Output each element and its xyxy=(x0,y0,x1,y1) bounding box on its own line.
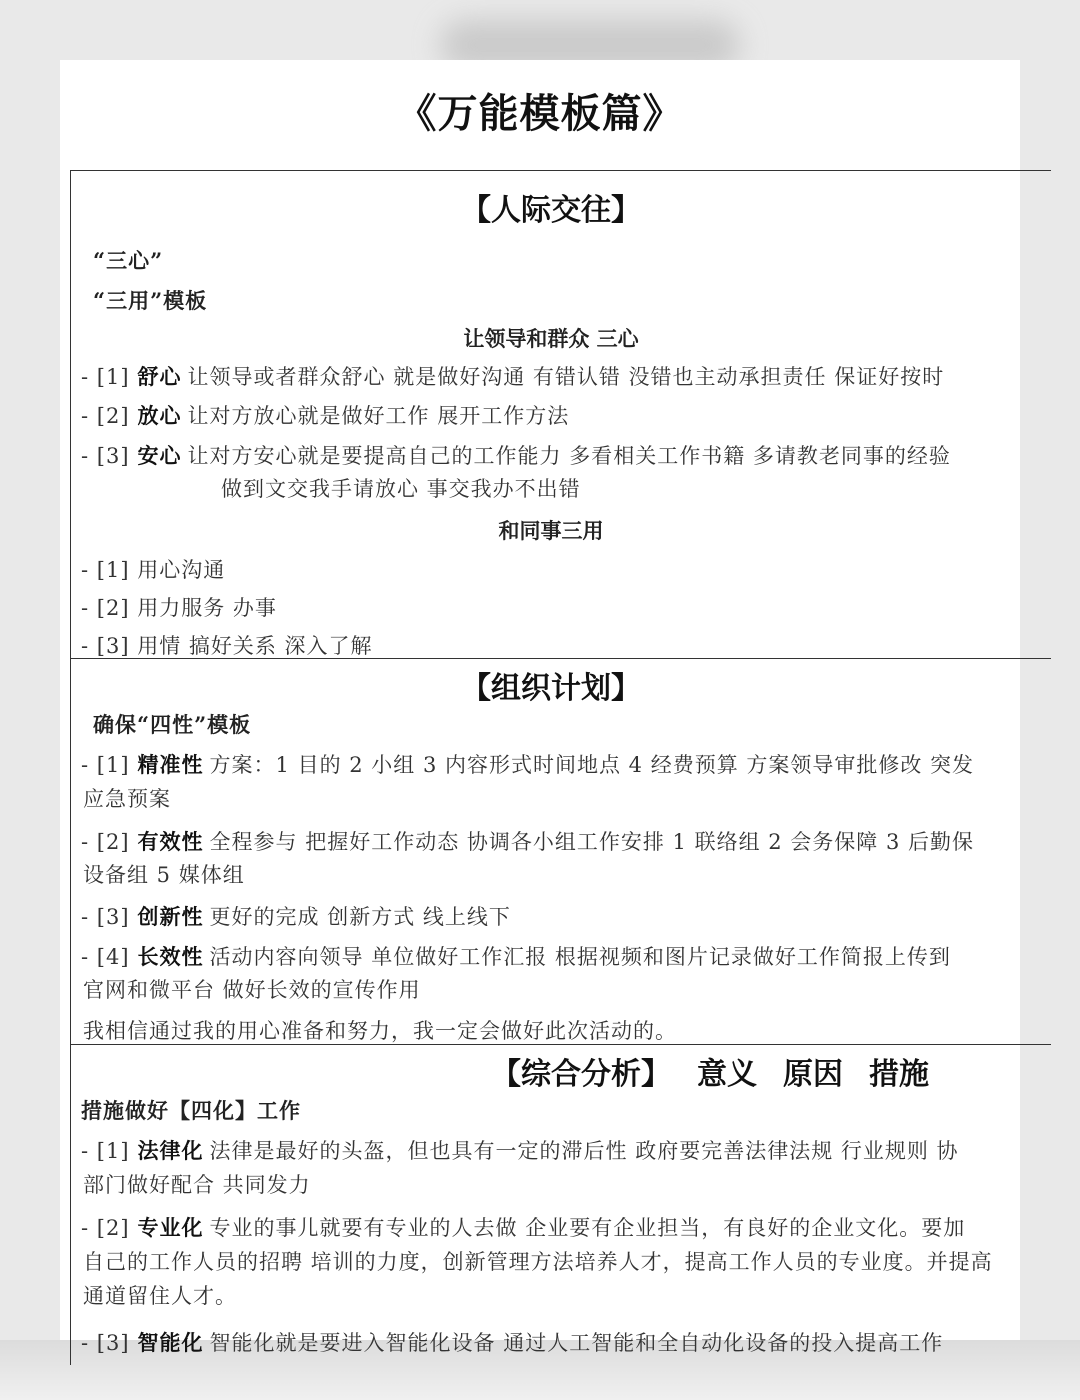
section-analysis xyxy=(70,1044,1051,1365)
item-continuation: 通道留住人才。 xyxy=(83,1284,237,1308)
subheading-sanxin: 让领导和群众 三心 xyxy=(463,326,639,351)
list-item xyxy=(81,941,951,971)
item-text: 法律是最好的头盔，但也具有一定的滞后性 政府要完善法律法规 行业规则 协 xyxy=(209,1139,959,1163)
list-item: - [3] 用情 搞好关系 深入了解 xyxy=(81,634,373,658)
item-keyword: 专业化 xyxy=(137,1215,204,1240)
section-interpersonal xyxy=(70,170,1051,659)
item-keyword: 舒心 xyxy=(137,364,182,389)
heading-part: 意义 xyxy=(697,1057,757,1092)
item-keyword: 有效性 xyxy=(137,829,204,854)
item-index: - [1] xyxy=(81,365,130,389)
heading-main: 【综合分析】 xyxy=(491,1057,671,1092)
item-index: - [1] xyxy=(81,753,130,777)
item-text: 智能化就是要进入智能化设备 通过人工智能和全自动化设备的投入提高工作 xyxy=(209,1331,944,1355)
item-keyword: 安心 xyxy=(137,443,182,468)
list-item: - [1] 用心沟通 xyxy=(81,558,226,582)
list-item xyxy=(81,400,569,430)
list-item xyxy=(81,1212,965,1242)
item-keyword: 精准性 xyxy=(137,752,204,777)
list-item xyxy=(81,440,951,470)
item-keyword: 智能化 xyxy=(137,1330,204,1355)
list-item xyxy=(81,826,974,856)
item-keyword: 长效性 xyxy=(137,944,204,969)
item-index: - [4] xyxy=(81,945,130,969)
section-heading: 【人际交往】 xyxy=(461,193,641,228)
item-text: 让对方放心就是做好工作 展开工作方法 xyxy=(187,404,570,428)
item-index: - [3] xyxy=(81,444,130,468)
intro-line: 确保“四性”模板 xyxy=(93,712,252,737)
item-text: 更好的完成 创新方式 线上线下 xyxy=(209,905,511,929)
item-index: - [2] xyxy=(81,1216,130,1240)
list-item xyxy=(81,361,944,391)
intro-line: 措施做好【四化】工作 xyxy=(81,1098,301,1123)
section-planning xyxy=(70,658,1051,1045)
item-continuation: 官网和微平台 做好长效的宣传作用 xyxy=(83,978,421,1002)
item-index: - [3] xyxy=(81,905,130,929)
section-heading: 【组织计划】 xyxy=(461,671,641,706)
item-continuation: 自己的工作人员的招聘 培训的力度，创新管理方法培养人才，提高工作人员的专业度。并提高 xyxy=(83,1250,993,1274)
document-page xyxy=(60,60,1020,1355)
item-index: - [3] xyxy=(81,1331,130,1355)
item-text: 让领导或者群众舒心 就是做好沟通 有错认错 没错也主动承担责任 保证好按时 xyxy=(187,365,945,389)
item-text: 全程参与 把握好工作动态 协调各小组工作安排 1 联络组 2 会务保障 3 后勤保 xyxy=(209,830,975,854)
item-keyword: 创新性 xyxy=(137,904,204,929)
item-index: - [2] xyxy=(81,404,130,428)
list-item xyxy=(81,901,511,931)
list-item xyxy=(81,1135,959,1165)
subheading-sanyong: 和同事三用 xyxy=(498,518,604,543)
item-index: - [1] xyxy=(81,1139,130,1163)
item-text: 活动内容向领导 单位做好工作汇报 根据视频和图片记录做好工作简报上传到 xyxy=(209,945,951,969)
heading-part: 原因 xyxy=(783,1057,843,1092)
item-index: - [2] xyxy=(81,830,130,854)
heading-part: 措施 xyxy=(869,1057,929,1092)
item-continuation: 设备组 5 媒体组 xyxy=(83,863,245,887)
list-item xyxy=(81,749,974,779)
section-heading xyxy=(491,1049,929,1093)
item-keyword: 法律化 xyxy=(137,1138,204,1163)
closing-line: 我相信通过我的用心准备和努力，我一定会做好此次活动的。 xyxy=(83,1019,677,1043)
quote-line-1: “三心” xyxy=(93,248,164,273)
quote-line-2: “三用”模板 xyxy=(93,288,208,313)
page-title: 《万能模板篇》 xyxy=(396,90,684,137)
item-text: 专业的事儿就要有专业的人去做 企业要有企业担当，有良好的企业文化。要加 xyxy=(209,1216,966,1240)
item-continuation: 做到文交我手请放心 事交我办不出错 xyxy=(221,477,581,501)
item-text: 方案：1 目的 2 小组 3 内容形式时间地点 4 经费预算 方案领导审批修改 突发 xyxy=(209,753,975,777)
item-continuation: 部门做好配合 共同发力 xyxy=(83,1173,311,1197)
item-text: 让对方安心就是要提高自己的工作能力 多看相关工作书籍 多请教老同事的经验 xyxy=(187,444,951,468)
item-continuation: 应急预案 xyxy=(83,787,171,811)
list-item: - [2] 用力服务 办事 xyxy=(81,596,277,620)
list-item xyxy=(81,1327,943,1357)
item-keyword: 放心 xyxy=(137,403,182,428)
